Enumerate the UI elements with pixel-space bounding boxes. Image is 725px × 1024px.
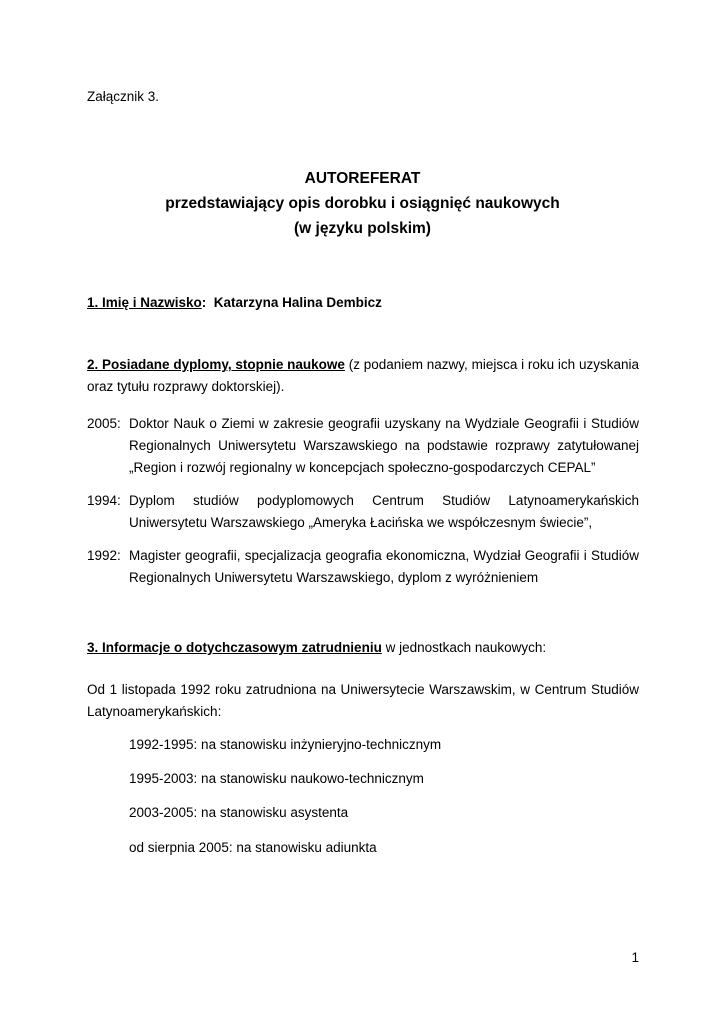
- attachment-label: Załącznik 3.: [87, 89, 160, 104]
- section-diplomas-note: (z podaniem nazwy, miejsca i roku ich uzyskania oraz tytułu rozprawy doktorskiej).: [87, 357, 639, 394]
- diploma-entry: [87, 490, 639, 534]
- doc-subtitle-language: (w języku polskim): [294, 220, 431, 237]
- diploma-description: Magister geografii, specjalizacja geografia ekonomiczna, Wydział Geografii i Studiów Regionalnych Uniwersytetu Warszawskiego, dyplom z wyróżnieniem: [129, 548, 639, 585]
- diploma-year: 1994:: [87, 493, 121, 508]
- doc-subtitle: przedstawiający opis dorobku i osiągnięć naukowych: [165, 195, 560, 212]
- page-number: 1: [631, 950, 639, 965]
- position-item: od sierpnia 2005: na stanowisku adiunkta: [129, 840, 377, 855]
- section-diplomas-heading: 2. Posiadane dyplomy, stopnie naukowe: [87, 357, 345, 372]
- position-item: 1995-2003: na stanowisku naukowo-technicznym: [129, 771, 424, 786]
- position-item: 2003-2005: na stanowisku asystenta: [129, 805, 349, 820]
- section-employment-intro: [87, 637, 546, 659]
- section-diplomas-intro: [87, 354, 639, 398]
- section-name-separator: :: [201, 295, 214, 310]
- section-name: [87, 292, 382, 314]
- position-item: 1992-1995: na stanowisku inżynieryjno-technicznym: [129, 737, 442, 752]
- diploma-description: Doktor Nauk o Ziemi w zakresie geografii uzyskany na Wydziale Geografii i Studiów Regionalnych Uniwersytetu Warszawskiego na podstawie rozprawy zatytułowanej „Region i rozwój regionalny w koncepcjach społeczno-gospodarczych CEPAL”: [129, 416, 639, 475]
- diploma-year: 2005:: [87, 416, 121, 431]
- diploma-entry: [87, 545, 639, 589]
- diploma-description: Dyplom studiów podyplomowych Centrum Studiów Latynoamerykańskich Uniwersytetu Warszawskiego „Ameryka Łacińska we współczesnym świecie”,: [129, 493, 639, 530]
- section-name-heading: 1. Imię i Nazwisko: [87, 295, 202, 310]
- person-name: Katarzyna Halina Dembicz: [213, 295, 382, 310]
- doc-title: AUTOREFERAT: [304, 170, 421, 187]
- section-employment-heading: 3. Informacje o dotychczasowym zatrudnieniu: [87, 640, 382, 655]
- employment-summary: Od 1 listopada 1992 roku zatrudniona na Uniwersytecie Warszawskim, w Centrum Studiów Latynoamerykańskich:: [87, 682, 639, 719]
- diploma-entry: [87, 413, 639, 479]
- diploma-year: 1992:: [87, 548, 121, 563]
- section-employment-note: w jednostkach naukowych:: [381, 640, 547, 655]
